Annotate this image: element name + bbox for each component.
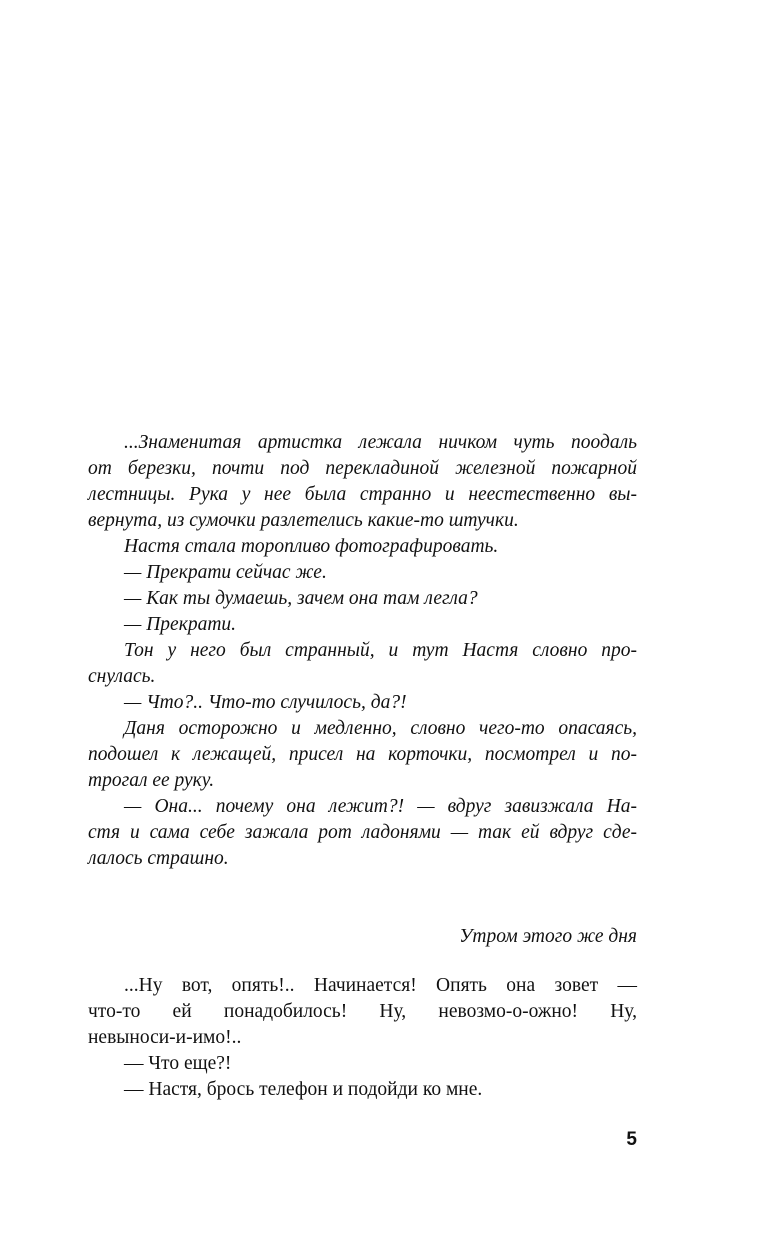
text-line: Даня осторожно и медленно, словно чего-то опасаясь, — [124, 718, 637, 739]
text-line: — Прекрати сейчас же. — [124, 562, 327, 583]
text-line: подошел к лежащей, присел на корточки, посмотрел и по- — [88, 744, 637, 765]
text-line: — Она... почему она лежит?! — вдруг завизжала На- — [124, 796, 637, 817]
italic-excerpt — [88, 430, 637, 872]
text-line: Настя стала торопливо фотографировать. — [124, 536, 499, 557]
text-line: от березки, почти под перекладиной железной пожарной — [88, 458, 637, 479]
text-line: ...Ну вот, опять!.. Начинается! Опять она зовет — — [124, 975, 637, 996]
text-line: вернута, из сумочки разлетелись какие-то штучки. — [88, 510, 519, 531]
text-line: — Что?.. Что-то случилось, да?! — [124, 692, 407, 713]
text-line: снулась. — [88, 666, 156, 687]
main-text — [88, 973, 637, 1103]
text-line: что-то ей понадобилось! Ну, невозмо-о-ожно! Ну, — [88, 1001, 637, 1022]
text-line: лалось страшно. — [88, 848, 229, 869]
text-line: ...Знаменитая артистка лежала ничком чуть поодаль — [124, 432, 637, 453]
section-heading: Утром этого же дня — [459, 926, 637, 947]
text-line: — Что еще?! — [124, 1053, 232, 1074]
text-line: стя и сама себе зажала рот ладонями — так ей вдруг сде- — [88, 822, 637, 843]
text-line: Тон у него был странный, и тут Настя словно про- — [124, 640, 637, 661]
text-line: — Прекрати. — [124, 614, 237, 635]
text-line: трогал ее руку. — [88, 770, 215, 791]
text-line: невыноси-и-имо!.. — [88, 1027, 242, 1048]
text-line: лестницы. Рука у нее была странно и неестественно вы- — [88, 484, 637, 505]
text-line: — Как ты думаешь, зачем она там легла? — [124, 588, 478, 609]
text-line: — Настя, брось телефон и подойди ко мне. — [124, 1079, 483, 1100]
page-number: 5 — [626, 1129, 637, 1150]
